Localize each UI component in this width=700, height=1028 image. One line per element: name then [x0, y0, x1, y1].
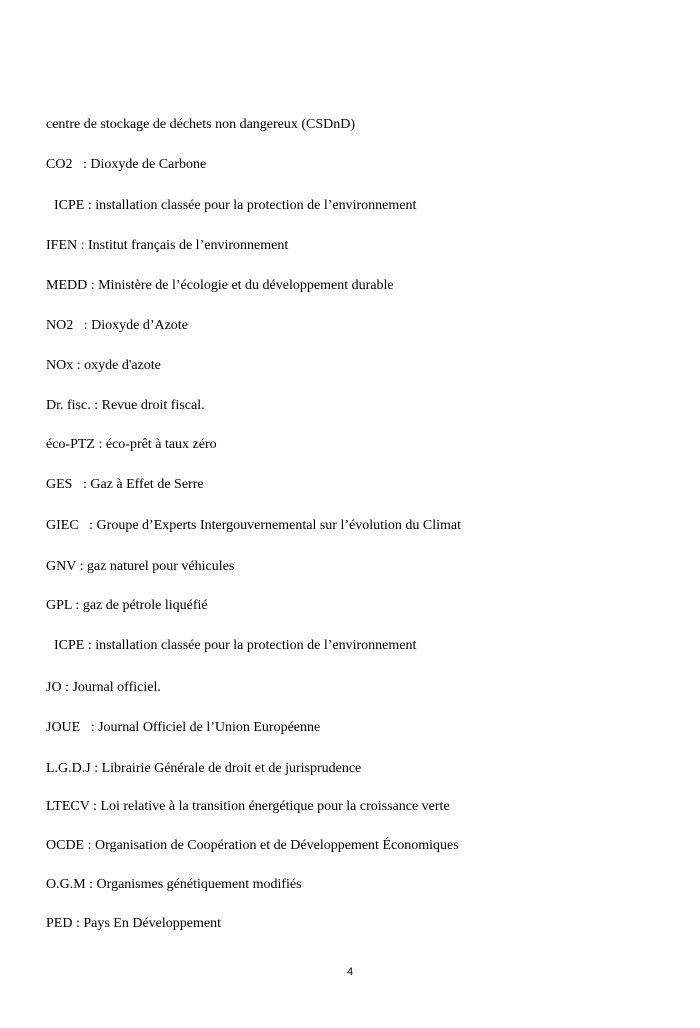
- glossary-entry: NO2 : Dioxyde d’Azote: [46, 318, 188, 333]
- glossary-entry: GIEC : Groupe d’Experts Intergouvernemental sur l’évolution du Climat: [46, 518, 461, 533]
- glossary-entry: ICPE : installation classée pour la protection de l’environnement: [54, 638, 417, 653]
- glossary-entry: Dr. fisc. : Revue droit fiscal.: [46, 398, 205, 413]
- glossary-entry: PED : Pays En Développement: [46, 916, 221, 931]
- glossary-entry: CO2 : Dioxyde de Carbone: [46, 157, 207, 172]
- glossary-entry: NOx : oxyde d'azote: [46, 358, 161, 373]
- glossary-entry: IFEN : Institut français de l’environnement: [46, 238, 289, 253]
- glossary-entry: ICPE : installation classée pour la protection de l’environnement: [54, 198, 417, 213]
- glossary-entry: JOUE : Journal Officiel de l’Union Européenne: [46, 720, 321, 735]
- glossary-entry: OCDE : Organisation de Coopération et de Développement Économiques: [46, 838, 459, 853]
- glossary-entry: GES : Gaz à Effet de Serre: [46, 477, 204, 492]
- glossary-entry: JO : Journal officiel.: [46, 680, 161, 695]
- glossary-entry: centre de stockage de déchets non dangereux (CSDnD): [46, 117, 356, 132]
- glossary-entry: GNV : gaz naturel pour véhicules: [46, 559, 235, 574]
- glossary-entry: L.G.D.J : Librairie Générale de droit et de jurisprudence: [46, 761, 362, 776]
- glossary-entry: éco-PTZ : éco-prêt à taux zéro: [46, 437, 217, 452]
- glossary-entry: MEDD : Ministère de l’écologie et du développement durable: [46, 278, 394, 293]
- glossary-entry: O.G.M : Organismes génétiquement modifiés: [46, 877, 302, 892]
- glossary-entry: LTECV : Loi relative à la transition énergétique pour la croissance verte: [46, 799, 450, 814]
- glossary-entry: GPL : gaz de pétrole liquéfié: [46, 598, 208, 613]
- page-number: 4: [346, 966, 354, 978]
